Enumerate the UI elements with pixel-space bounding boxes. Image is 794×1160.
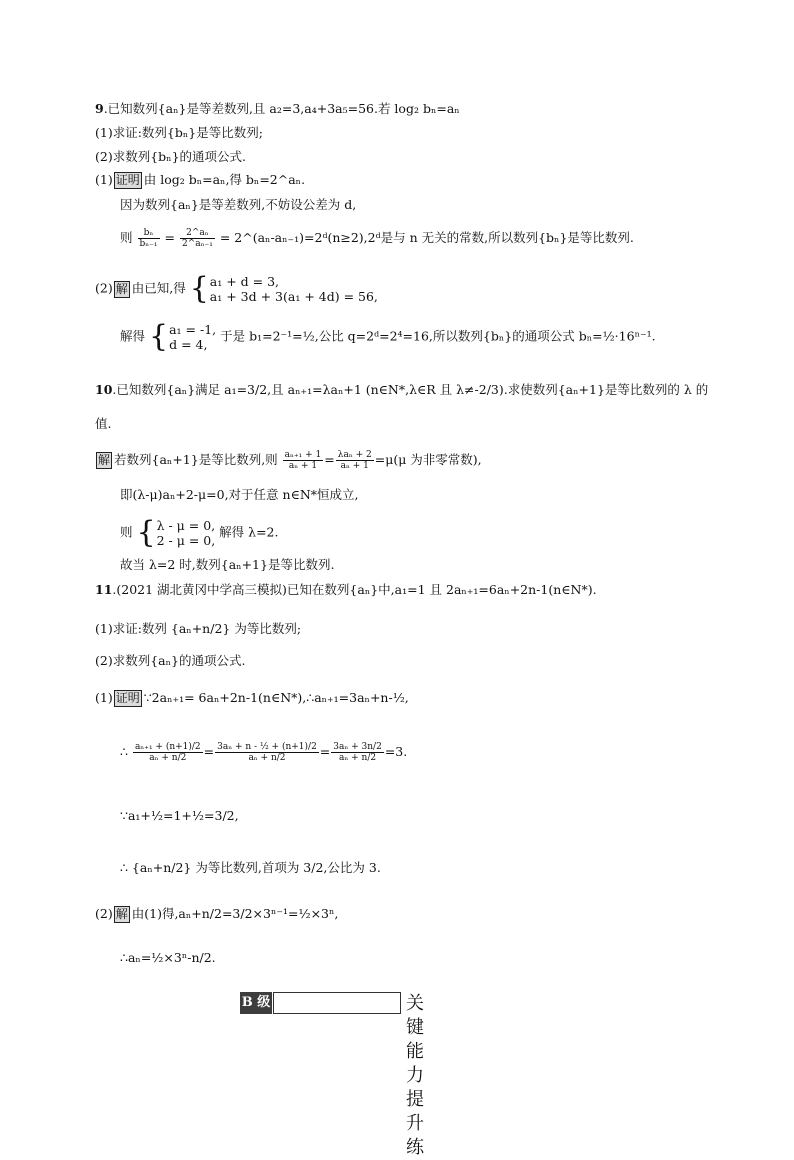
q9-part1: (1)求证:数列{bₙ}是等比数列; [95, 125, 263, 140]
solution-tag: 解 [98, 453, 111, 467]
q11-solution-line: (2) 解 由(1)得,aₙ+n/2=3/2×3ⁿ⁻¹=½×3ⁿ, [95, 906, 339, 921]
q11-line2: ∵a₁+½=1+½=3/2, [120, 808, 239, 823]
q11-line3: ∴ {aₙ+n/2} 为等比数列,首项为 3/2,公比为 3. [120, 860, 381, 875]
left-brace-icon: { [149, 319, 169, 354]
left-brace-icon: { [136, 515, 156, 550]
solution-tag: 解 [115, 281, 128, 296]
q9-part2: (2)求数列{bₙ}的通项公式. [95, 149, 246, 164]
fraction: $\frac{\text{aₙ₊₁ + 1}}{\text{aₙ + 1}}$ [284, 450, 322, 471]
q10-number: 10 [95, 382, 113, 397]
q11-proof-line: (1) 证明 ∵2aₙ₊₁= 6aₙ+2n-1(n∈N*),∴aₙ₊₁=3aₙ+n-½, [95, 690, 409, 705]
equation-system: λ - μ = 0, 2 - μ = 0, [156, 518, 216, 548]
q10-solution-line: 解 若数列{aₙ+1}是等比数列,则 $\frac{\text{aₙ₊₁ + 1}}{\text{aₙ + 1}}$ = $\frac{\text{λaₙ + 2}}{\text{aₙ + 1}}$ =μ(μ 为非零常数), [98, 450, 482, 471]
q11-number: 11 [95, 582, 113, 597]
q9-solution-line: (2) 解 由已知,得 { a₁ + d = 3, a₁ + 3d + 3(a₁ + 4d) = 56, [95, 271, 378, 306]
q10-stem: 10.已知数列{aₙ}满足 a₁=3/2,且 aₙ₊₁=λaₙ+1 (n∈N*,λ∈R 且 λ≠-2/3).求使数列{aₙ+1}是等比数列的 λ 的 [95, 382, 709, 397]
fraction: $\frac{\text{2\textasciicircum{}aₙ}}{\text{2\textasciicircum{}aₙ₋₁}}$ [181, 228, 213, 249]
level-badge: B 级 [240, 992, 272, 1014]
q9-stem: 9.已知数列{aₙ}是等差数列,且 a₂=3,a₄+3a₅=56.若 log₂ bₙ=aₙ [95, 101, 460, 116]
proof-tag: 证明 [115, 691, 140, 705]
solution-tag: 解 [115, 907, 128, 921]
q9-solution-line2: 解得 { a₁ = -1, d = 4, 于是 b₁=2⁻¹=½,公比 q=2ᵈ=2⁴=16,所以数列{bₙ}的通项公式 bₙ=½·16ⁿ⁻¹. [120, 319, 656, 354]
fraction: $\frac{\text{3aₙ + n - ½ + (n+1)/2}}{\text{aₙ + n/2}}$ [217, 742, 317, 763]
q11-line1: ∴ $\frac{\text{aₙ₊₁ + (n+1)/2}}{\text{aₙ + n/2}}$ = $\frac{\text{3aₙ + n - ½ + (n+1)/2}}{\text{aₙ + n/2}}$ = $\frac{\text{3aₙ + 3n/2}}{\text{aₙ + n/2}}$ =3. [120, 742, 408, 763]
q9-line2: 则 $\frac{\text{bₙ}}{\text{bₙ₋₁}}$ = $\frac{\text{2\textasciicircum{}aₙ}}{\text{2\textasciicircum{}aₙ₋₁}}$ = 2^(aₙ-aₙ₋₁)=2ᵈ(n≥2),2ᵈ是与 n 无关的常数,所以数列{bₙ}是等比数列. [120, 228, 634, 249]
equation-system: a₁ + d = 3, a₁ + 3d + 3(a₁ + 4d) = 56, [209, 274, 378, 304]
q10-line3: 则 { λ - μ = 0, 2 - μ = 0, 解得 λ=2. [120, 515, 279, 550]
q11-part1: (1)求证:数列 {aₙ+n/2} 为等比数列; [95, 621, 302, 636]
q10-line2: 即(λ-μ)aₙ+2-μ=0,对于任意 n∈N*恒成立, [120, 487, 359, 502]
fraction: $\frac{\text{bₙ}}{\text{bₙ₋₁}}$ [139, 228, 158, 249]
section-title: 关键能力提升练 [406, 993, 424, 1158]
fraction: $\frac{\text{3aₙ + 3n/2}}{\text{aₙ + n/2}}$ [333, 742, 382, 763]
fraction: $\frac{\text{aₙ₊₁ + (n+1)/2}}{\text{aₙ + n/2}}$ [134, 742, 201, 763]
q10-line4: 故当 λ=2 时,数列{aₙ+1}是等比数列. [120, 557, 335, 572]
equation-system: a₁ = -1, d = 4, [169, 322, 217, 352]
q11-stem: 11.(2021 湖北黄冈中学高三模拟)已知在数列{aₙ}中,a₁=1 且 2aₙ₊₁=6aₙ+2n-1(n∈N*). [95, 582, 597, 597]
left-brace-icon: { [189, 271, 209, 306]
q9-number: 9 [95, 101, 104, 116]
q11-line4: ∴aₙ=½×3ⁿ-n/2. [120, 950, 216, 965]
fraction: $\frac{\text{λaₙ + 2}}{\text{aₙ + 1}}$ [337, 450, 372, 471]
q9-proof-line: (1) 证明 由 log₂ bₙ=aₙ,得 bₙ=2^aₙ. [95, 172, 306, 187]
q10-stem2: 值. [95, 416, 112, 431]
q9-line1: 因为数列{aₙ}是等差数列,不妨设公差为 d, [120, 197, 357, 212]
proof-tag: 证明 [115, 173, 140, 187]
blank-box [273, 992, 401, 1014]
q11-part2: (2)求数列{aₙ}的通项公式. [95, 653, 246, 668]
